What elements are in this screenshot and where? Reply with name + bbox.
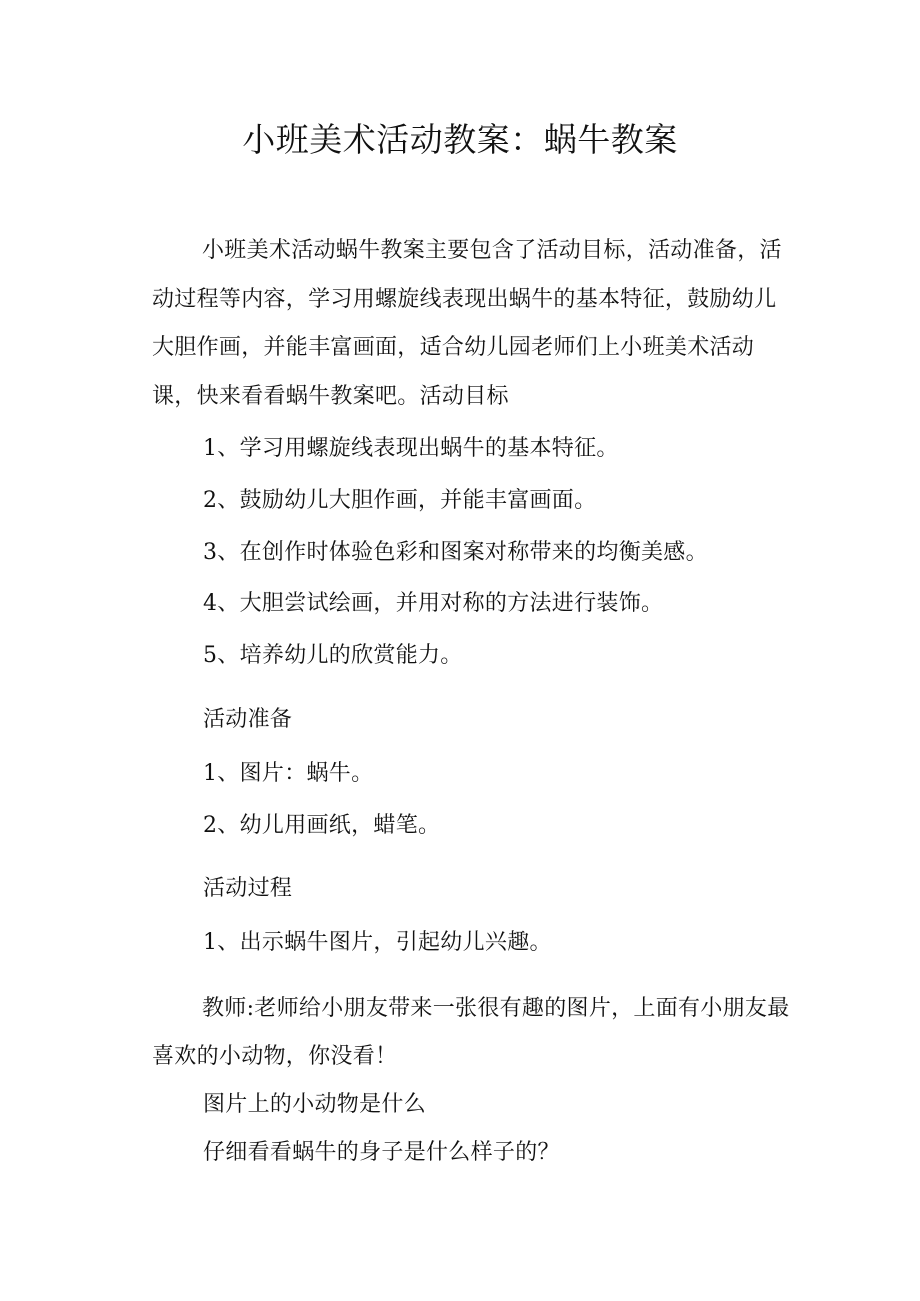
goal-item-2: 2、鼓励幼儿大胆作画，并能丰富画面。 xyxy=(203,488,597,513)
prep-item-2: 2、幼儿用画纸，蜡笔。 xyxy=(203,813,441,838)
process-item-1: 1、出示蜗牛图片，引起幼儿兴趣。 xyxy=(203,930,552,955)
process-heading: 活动过程 xyxy=(203,876,293,901)
question-1: 图片上的小动物是什么 xyxy=(203,1092,427,1117)
goal-item-3: 3、在创作时体验色彩和图案对称带来的均衡美感。 xyxy=(203,540,708,565)
document-title: 小班美术活动教案：蜗牛教案 xyxy=(242,120,678,159)
goal-item-5: 5、培养幼儿的欣赏能力。 xyxy=(203,643,463,668)
prep-item-1: 1、图片：蜗牛。 xyxy=(203,761,374,786)
intro-paragraph: 小班美术活动蜗牛教案主要包含了活动目标，活动准备，活动过程等内容，学习用螺旋线表现出蜗牛的基本特征，鼓励幼儿大胆作画，并能丰富画面，适合幼儿园老师们上小班美术活动课，快来看看蜗牛教案吧。活动目标 xyxy=(152,238,782,410)
prep-heading: 活动准备 xyxy=(203,707,293,732)
question-2: 仔细看看蜗牛的身子是什么样子的？ xyxy=(203,1140,560,1165)
goal-item-4: 4、大胆尝试绘画，并用对称的方法进行装饰。 xyxy=(203,591,664,616)
teacher-paragraph: 教师:老师给小朋友带来一张很有趣的图片，上面有小朋友最喜欢的小动物，你没看！ xyxy=(152,996,790,1069)
goal-item-1: 1、学习用螺旋线表现出蜗牛的基本特征。 xyxy=(203,436,619,461)
